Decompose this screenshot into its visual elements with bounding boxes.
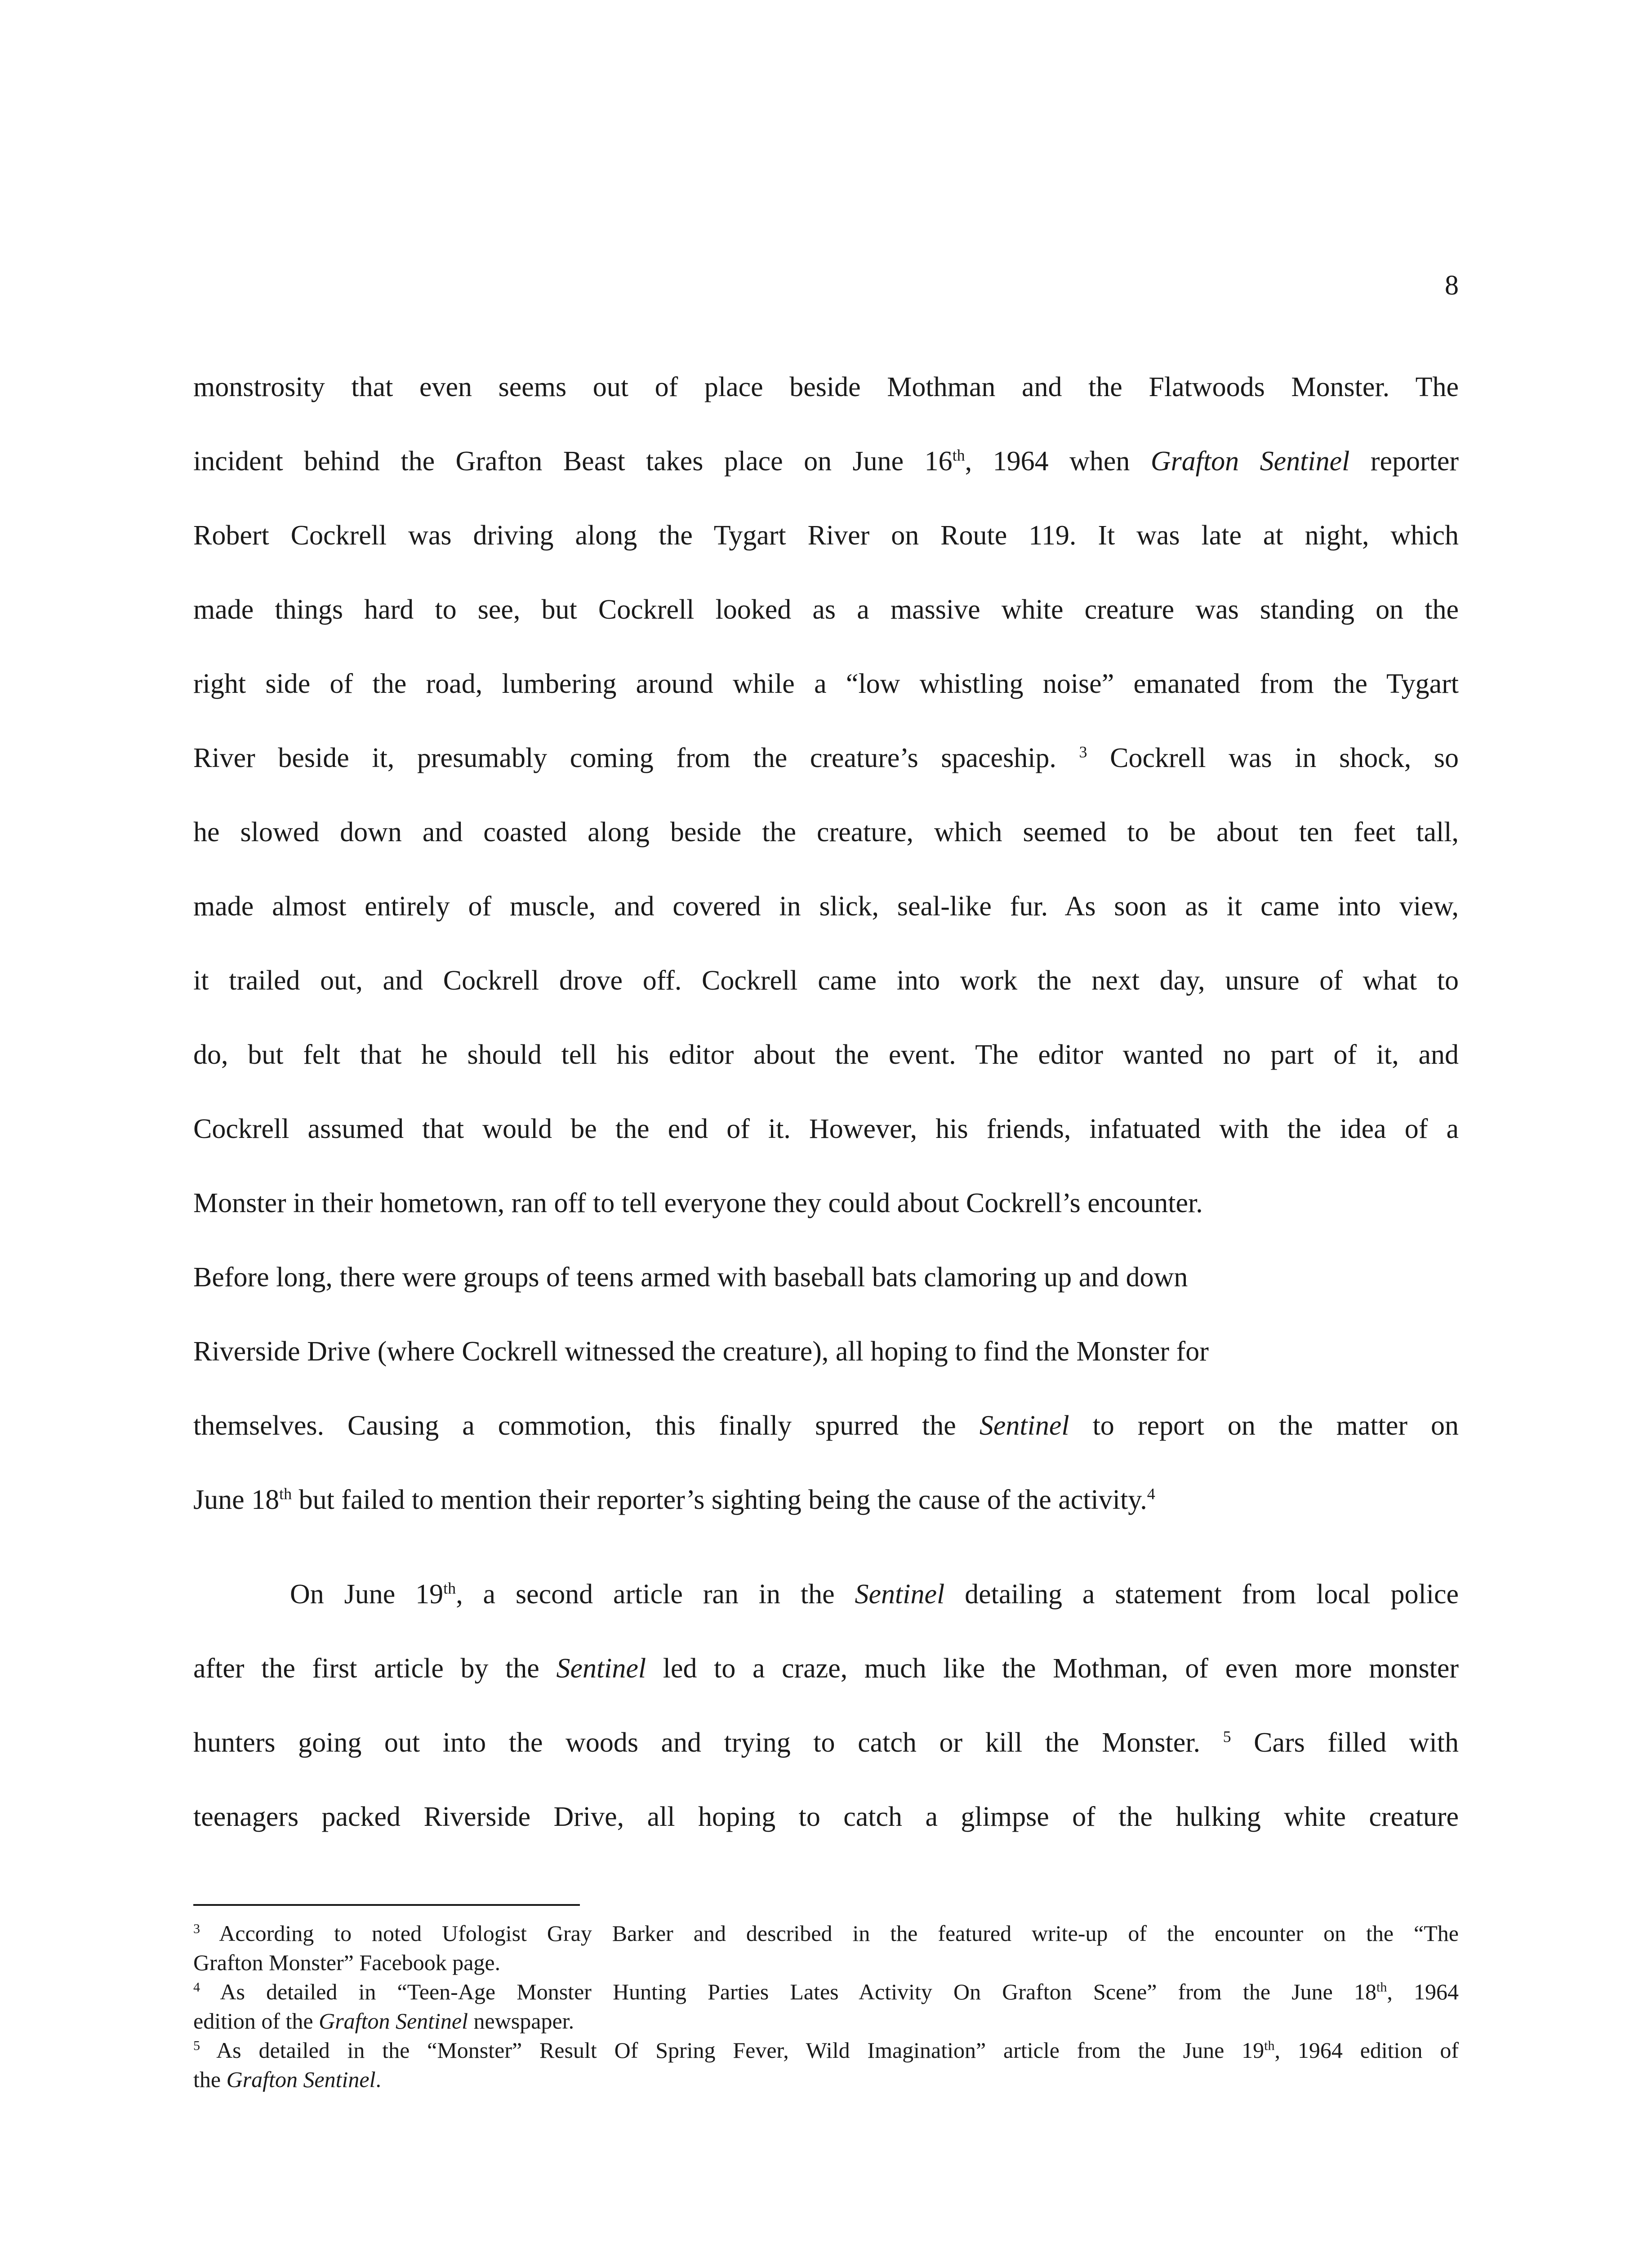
paragraph-line: teenagers packed Riverside Drive, all hoping to catch a glimpse of the hulking white creature (193, 1802, 1459, 1832)
paragraph-line: monstrosity that even seems out of place beside Mothman and the Flatwoods Monster. The (193, 372, 1459, 402)
paragraph-line: Riverside Drive (where Cockrell witnessed the creature), all hoping to find the Monster for (193, 1336, 1209, 1367)
footnote-line: $^5$ As detailed in the “Monster” Result Of Spring Fever, Wild Imagination” article from the June 19th, 1964 edition of (193, 2038, 1459, 2063)
paragraph-line: River beside it, presumably coming from the creature’s spaceship. $^3$ Cockrell was in shock, so (193, 743, 1459, 773)
paragraph-line: after the first article by the Sentinel led to a craze, much like the Mothman, of even more monster (193, 1653, 1459, 1684)
footnote-ref: 5 (1223, 1727, 1231, 1746)
paragraph-line: do, but felt that he should tell his editor about the event. The editor wanted no part of it, and (193, 1039, 1459, 1070)
paragraph-line: it trailed out, and Cockrell drove off. Cockrell came into work the next day, unsure of what to (193, 965, 1459, 996)
paragraph-line: Robert Cockrell was driving along the Tygart River on Route 119. It was late at night, which (193, 520, 1459, 551)
page-number: 8 (1445, 270, 1459, 301)
footnote-line: $^4$ As detailed in “Teen-Age Monster Hunting Parties Lates Activity On Grafton Scene” from the June 18th, 1964 (193, 1979, 1459, 2004)
footnote-line: the Grafton Sentinel. (193, 2067, 382, 2092)
paragraph-line: On June 19th, a second article ran in the Sentinel detailing a statement from local police (290, 1579, 1459, 1610)
paragraph-line: made things hard to see, but Cockrell looked as a massive white creature was standing on the (193, 594, 1459, 625)
paragraph-line: incident behind the Grafton Beast takes place on June 16th, 1964 when Grafton Sentinel reporter (193, 446, 1459, 477)
footnote-line: Grafton Monster” Facebook page. (193, 1950, 501, 1975)
paragraph-line: right side of the road, lumbering around while a “low whistling noise” emanated from the Tygart (193, 669, 1459, 699)
paragraph-line: he slowed down and coasted along beside the creature, which seemed to be about ten feet tall, (193, 817, 1459, 847)
footnote-line: edition of the Grafton Sentinel newspaper. (193, 2008, 574, 2034)
footnote-ref: 4 (1147, 1485, 1155, 1503)
paragraph-line: Monster in their hometown, ran off to tell everyone they could about Cockrell’s encounter. (193, 1188, 1203, 1218)
paragraph-line: Cockrell assumed that would be the end of it. However, his friends, infatuated with the idea of a (193, 1114, 1459, 1144)
footnote-ref: 3 (1079, 743, 1087, 761)
paragraph-line: Before long, there were groups of teens armed with baseball bats clamoring up and down (193, 1262, 1188, 1293)
footnote-separator (193, 1904, 580, 1906)
paragraph-line: themselves. Causing a commotion, this finally spurred the Sentinel to report on the matter on (193, 1410, 1459, 1441)
paragraph-line: hunters going out into the woods and trying to catch or kill the Monster. $^5$ Cars filled with (193, 1727, 1459, 1758)
paragraph-line: June 18th but failed to mention their reporter’s sighting being the cause of the activity.$^4$ (193, 1485, 1155, 1515)
paragraph-line: made almost entirely of muscle, and covered in slick, seal-like fur. As soon as it came into view, (193, 891, 1459, 922)
footnote-line: $^3$ According to noted Ufologist Gray Barker and described in the featured write-up of the encounter on the “The (193, 1921, 1459, 1946)
